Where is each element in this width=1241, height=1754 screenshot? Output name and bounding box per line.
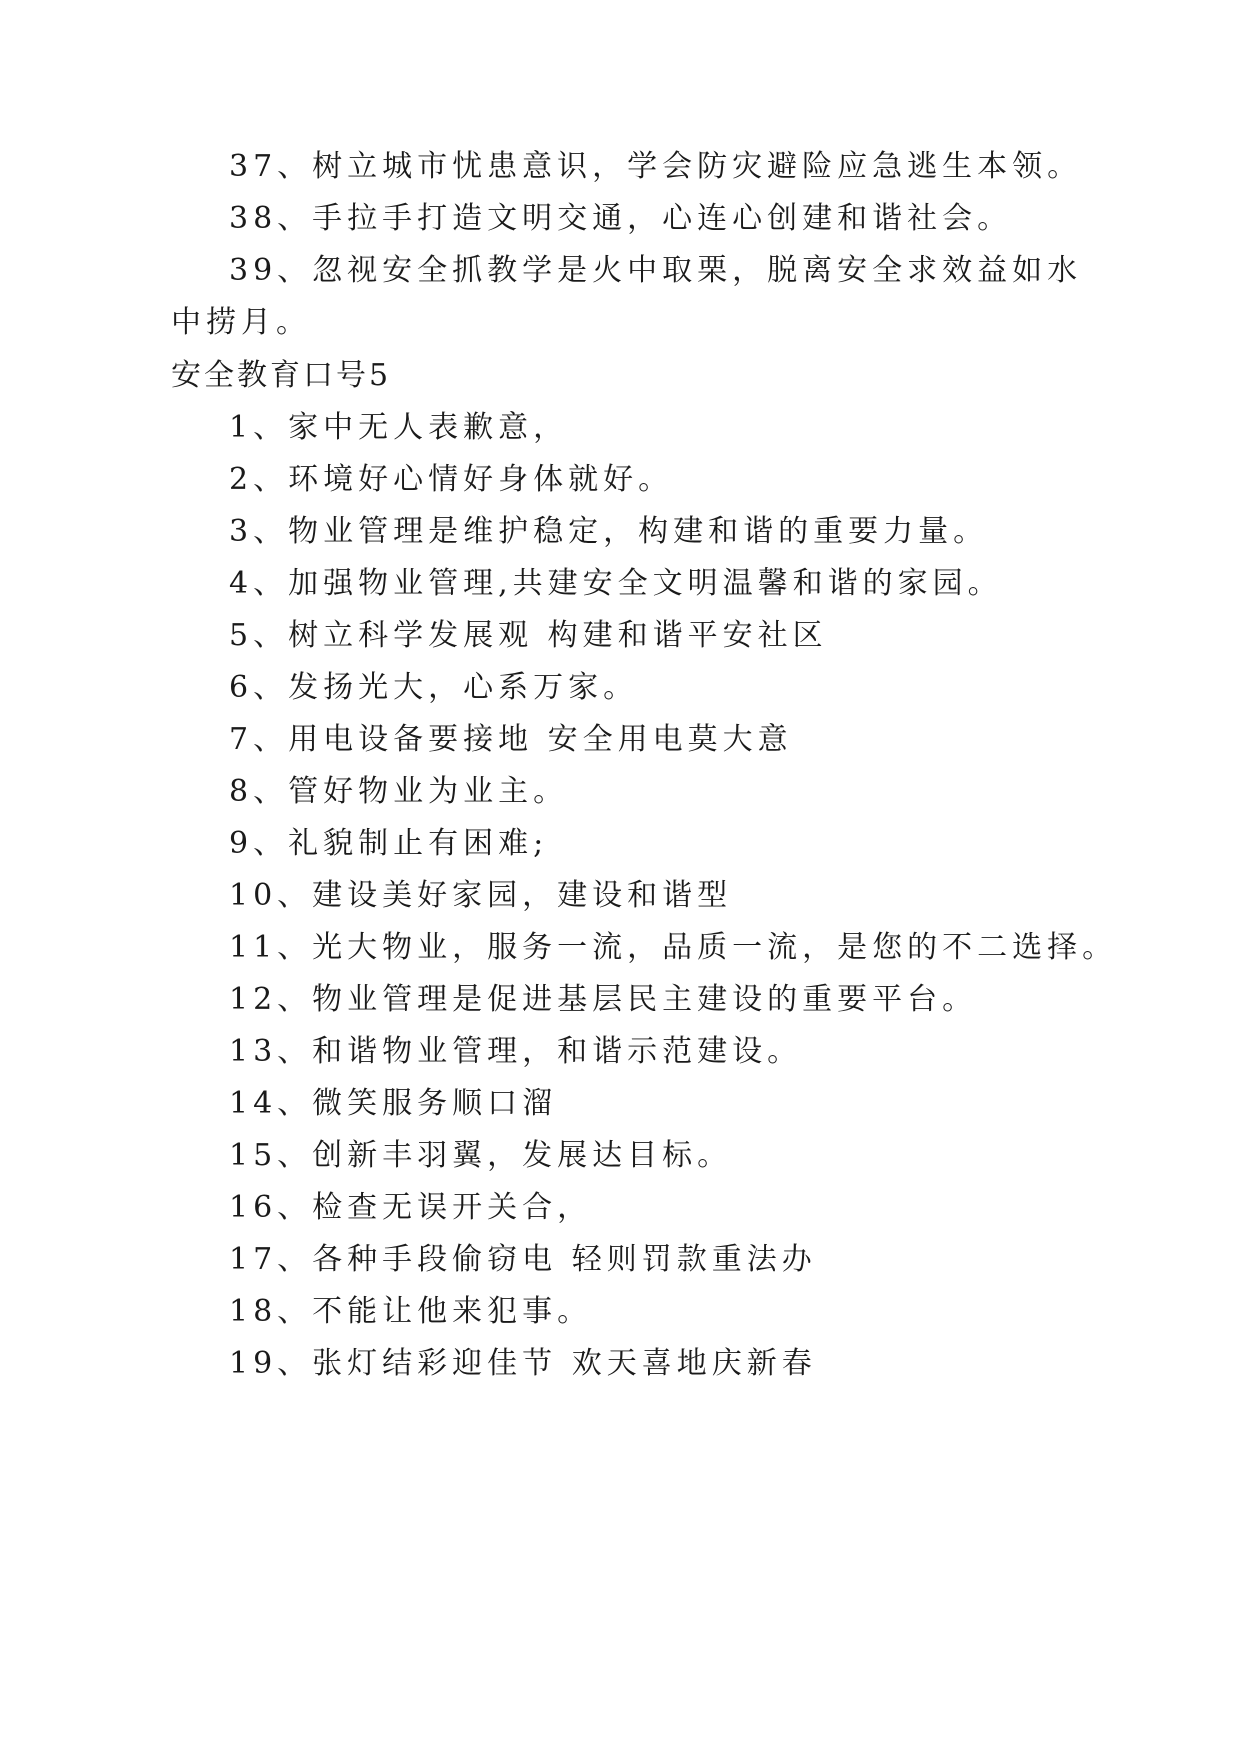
list-item: 5、树立科学发展观 构建和谐平安社区 (229, 618, 828, 653)
list-item: 15、创新丰羽翼，发展达目标。 (229, 1138, 733, 1173)
list-item: 12、物业管理是促进基层民主建设的重要平台。 (229, 982, 978, 1017)
list-item: 2、环境好心情好身体就好。 (229, 462, 674, 497)
list-item: 18、不能让他来犯事。 (229, 1294, 593, 1329)
list-item: 17、各种手段偷窃电 轻则罚款重法办 (229, 1242, 817, 1277)
section-title: 安全教育口号5 (171, 358, 392, 393)
slogan-line: 39、忽视安全抓教学是火中取栗，脱离安全求效益如水 (229, 253, 1083, 288)
list-item: 3、物业管理是维护稳定，构建和谐的重要力量。 (229, 514, 989, 549)
list-item: 1、家中无人表歉意， (229, 410, 569, 445)
list-item: 16、检查无误开关合， (229, 1190, 593, 1225)
list-item: 14、微笑服务顺口溜 (229, 1086, 558, 1121)
list-item: 11、光大物业，服务一流，品质一流，是您的不二选择。 (229, 930, 1118, 965)
list-item: 4、加强物业管理,共建安全文明温馨和谐的家园。 (229, 566, 1003, 601)
list-item: 19、张灯结彩迎佳节 欢天喜地庆新春 (229, 1346, 817, 1381)
slogan-line: 38、手拉手打造文明交通，心连心创建和谐社会。 (229, 201, 1013, 236)
list-item: 9、礼貌制止有困难; (229, 826, 549, 861)
slogan-line-continuation: 中捞月。 (171, 305, 311, 340)
list-item: 8、管好物业为业主。 (229, 774, 569, 809)
list-item: 6、发扬光大，心系万家。 (229, 670, 639, 705)
list-item: 13、和谐物业管理，和谐示范建设。 (229, 1034, 803, 1069)
slogan-line: 37、树立城市忧患意识，学会防灾避险应急逃生本领。 (229, 149, 1083, 184)
list-item: 7、用电设备要接地 安全用电莫大意 (229, 722, 793, 757)
list-item: 10、建设美好家园，建设和谐型 (229, 878, 733, 913)
